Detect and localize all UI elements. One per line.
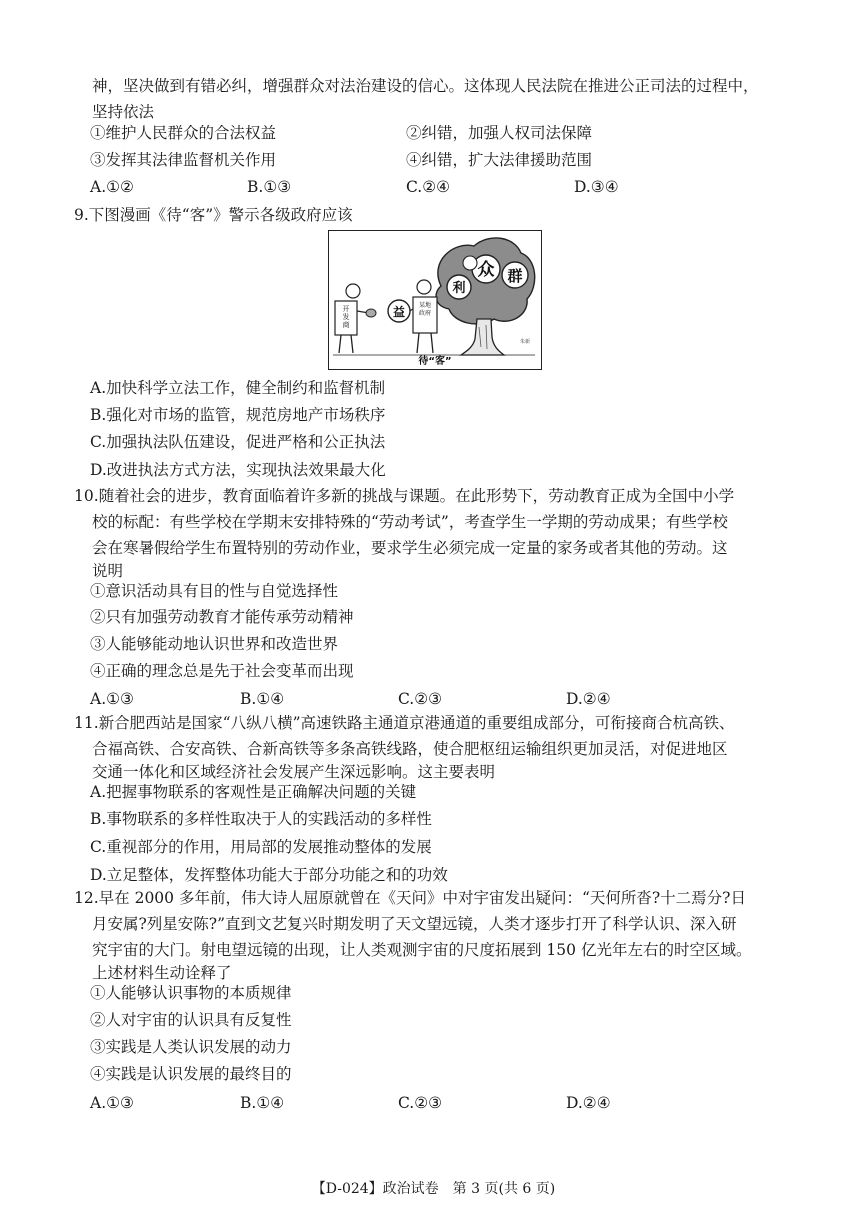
q8-item-4: ④纠错，扩大法律援助范围 xyxy=(406,151,593,169)
q11-option-c: C.重视部分的作用，用局部的发展推动整体的发展 xyxy=(90,838,432,856)
developer-figure-icon xyxy=(335,284,376,353)
q12-stem-line-1: 12.早在 2000 多年前，伟大诗人屈原就曾在《天问》中对宇宙发出疑问：“天何所沓?十二焉分?日 xyxy=(74,889,746,907)
held-fruit-word: 益 xyxy=(392,305,406,319)
q10-item-2: ②只有加强劳动教育才能传承劳动精神 xyxy=(90,608,354,626)
cartoon-illustration xyxy=(329,231,540,368)
q12-item-3: ③实践是人类认识发展的动力 xyxy=(90,1038,292,1056)
q10-stem-line-4: 说明 xyxy=(92,562,124,580)
q10-item-4: ④正确的理念总是先于社会变革而出现 xyxy=(90,662,354,680)
q8-item-1: ①维护人民群众的合法权益 xyxy=(90,124,277,142)
q12-item-4: ④实践是认识发展的最终目的 xyxy=(90,1065,292,1083)
q8-item-3: ③发挥其法律监督机关作用 xyxy=(90,151,277,169)
q10-stem-line-3: 会在寒暑假给学生布置特别的劳动作业，要求学生必须完成一定量的家务或者其他的劳动。这 xyxy=(92,539,728,557)
q11-stem-line-1: 11.新合肥西站是国家“八纵八横”高速铁路主通道京港通道的重要组成部分，可衔接商合杭高铁、 xyxy=(74,714,735,732)
tree-trunk xyxy=(461,319,504,355)
q9-stem: 9.下图漫画《待“客”》警示各级政府应该 xyxy=(74,206,353,224)
q8-stem-line-1: 神，坚决做到有错必纠，增强群众对法治建设的信心。这体现人民法院在推进公正司法的过程中， xyxy=(92,77,759,95)
q12-stem-line-4: 上述材料生动诠释了 xyxy=(92,964,232,982)
q8-option-a: A.①② xyxy=(90,178,134,196)
q12-stem-line-3: 究宇宙的大门。射电望远镜的出现，让人类观测宇宙的尺度拓展到 150 亿光年左右的时空区域。 xyxy=(92,941,752,959)
q11-option-a: A.把握事物联系的客观性是正确解决问题的关键 xyxy=(90,783,417,801)
q10-option-a: A.①③ xyxy=(90,690,134,708)
page-footer: 【D-024】政治试卷 第 3 页(共 6 页) xyxy=(311,1181,556,1197)
official-sign: 某地政府 xyxy=(418,302,432,317)
q8-option-c: C.②④ xyxy=(406,178,451,196)
q8-item-2: ②纠错，加强人权司法保障 xyxy=(406,124,593,142)
q12-option-b: B.①④ xyxy=(240,1094,285,1112)
developer-sign: 开发商 xyxy=(342,305,350,329)
apple-word-benefit: 利 xyxy=(452,281,466,296)
q10-option-b: B.①④ xyxy=(240,690,285,708)
q9-option-c: C.加强执法队伍建设，促进严格和公正执法 xyxy=(90,433,386,451)
q8-option-b: B.①③ xyxy=(247,178,292,196)
q12-option-c: C.②③ xyxy=(398,1094,443,1112)
q12-option-d: D.②④ xyxy=(566,1094,611,1112)
q9-option-b: B.强化对市场的监管，规范房地产市场秩序 xyxy=(90,406,386,424)
q9-cartoon xyxy=(328,230,542,370)
q11-option-d: D.立足整体，发挥整体功能大于部分功能之和的功效 xyxy=(90,866,448,884)
apple-word-crowd: 众 xyxy=(477,260,495,280)
cartoon-caption: 待“客” xyxy=(418,356,452,367)
q12-item-2: ②人对宇宙的认识具有反复性 xyxy=(90,1011,292,1029)
q10-stem-line-2: 校的标配：有些学校在学期末安排特殊的“劳动考试”，考查学生一学期的劳动成果；有些学校 xyxy=(92,513,728,531)
q11-stem-line-2: 合福高铁、合安高铁、合新高铁等多条高铁线路，使合肥枢纽运输组织更加灵活，对促进地区 xyxy=(92,740,728,758)
q11-option-b: B.事物联系的多样性取决于人的实践活动的多样性 xyxy=(90,810,432,828)
q9-option-a: A.加快科学立法工作，健全制约和监督机制 xyxy=(90,379,386,397)
q11-stem-line-3: 交通一体化和区域经济社会发展产生深远影响。这主要表明 xyxy=(92,763,496,781)
q12-item-1: ①人能够认识事物的本质规律 xyxy=(90,984,292,1002)
q10-item-1: ①意识活动具有目的性与自觉选择性 xyxy=(90,582,339,600)
artist-signature: 朱新 xyxy=(519,339,531,345)
q10-option-d: D.②④ xyxy=(566,690,611,708)
apple-word-group: 群 xyxy=(507,267,523,285)
q8-stem-line-2: 坚持依法 xyxy=(92,103,155,121)
q10-stem-line-1: 10.随着社会的进步，教育面临着许多新的挑战与课题。在此形势下，劳动教育正成为全国中小学 xyxy=(74,487,735,505)
q10-item-3: ③人能够能动地认识世界和改造世界 xyxy=(90,635,339,653)
q8-option-d: D.③④ xyxy=(574,178,619,196)
q12-stem-line-2: 月安属?列星安陈?”直到文艺复兴时期发明了天文望远镜，人类才逐步打开了科学认识、深入研 xyxy=(92,915,737,933)
q9-option-d: D.改进执法方式方法，实现执法效果最大化 xyxy=(90,461,386,479)
q10-option-c: C.②③ xyxy=(398,690,443,708)
q12-option-a: A.①③ xyxy=(90,1094,134,1112)
